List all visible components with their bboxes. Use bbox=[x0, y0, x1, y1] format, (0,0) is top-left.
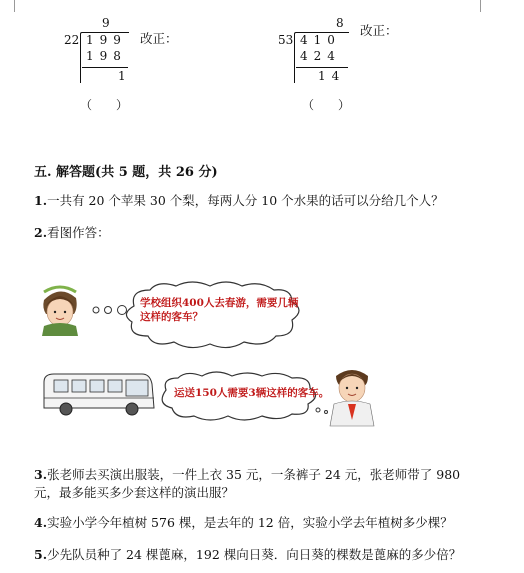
page-corner-mark-right bbox=[480, 0, 491, 12]
question-text: 看图作答： bbox=[47, 225, 110, 240]
girl-figure bbox=[42, 287, 78, 336]
bubble-1-line-1: 学校组织400人去春游，需要几辆 bbox=[140, 297, 299, 309]
divisor: 53 bbox=[278, 33, 294, 47]
subtraction-line bbox=[296, 67, 348, 68]
question-number: 4. bbox=[34, 515, 48, 530]
bubble-1-text bbox=[140, 296, 298, 324]
question-1 bbox=[34, 192, 444, 210]
divisor: 22 bbox=[64, 33, 80, 47]
boy-figure bbox=[330, 370, 374, 426]
subtraction-line bbox=[82, 67, 128, 68]
question-text: 一共有 20 个苹果 30 个梨，每两人分 10 个水果的话可以分给几个人？ bbox=[47, 193, 444, 208]
section-title: 五. 解答题(共 5 题，共 26 分) bbox=[34, 165, 218, 180]
page-corner-mark-left bbox=[4, 0, 15, 12]
thought-dot bbox=[325, 411, 328, 414]
product: 198 bbox=[86, 49, 127, 63]
answer-blank[interactable]: （ ） bbox=[80, 98, 129, 112]
long-division-1 bbox=[60, 16, 200, 116]
quotient: 8 bbox=[336, 16, 344, 30]
product: 424 bbox=[300, 49, 341, 63]
remainder: 1 bbox=[118, 69, 126, 83]
quotient: 9 bbox=[102, 16, 110, 30]
bus-figure bbox=[44, 374, 154, 415]
question-text-line-2: 元，最多能买多少套这样的演出服？ bbox=[34, 485, 235, 500]
question-2 bbox=[34, 224, 110, 242]
question-number: 5. bbox=[34, 547, 48, 562]
correction-label: 改正： bbox=[140, 31, 178, 46]
question-number: 1. bbox=[34, 193, 48, 208]
thought-dot bbox=[316, 408, 320, 412]
question-text: 实验小学今年植树 576 棵，是去年的 12 倍，实验小学去年植树多少棵？ bbox=[47, 515, 453, 530]
question-5 bbox=[34, 546, 461, 564]
question-number: 2. bbox=[34, 225, 48, 240]
question-4 bbox=[34, 514, 453, 532]
bubble-2-text: 运送150人需要3辆这样的客车。 bbox=[174, 387, 330, 399]
question-3 bbox=[34, 466, 460, 502]
long-division-2 bbox=[276, 16, 426, 116]
thought-dot bbox=[118, 306, 127, 315]
question-text-line-1: 张老师去买演出服装，一件上衣 35 元，一条裤子 24 元，张老师带了 980 bbox=[47, 467, 461, 482]
answer-blank[interactable]: （ ） bbox=[302, 98, 351, 112]
correction-label: 改正： bbox=[360, 23, 398, 38]
dividend: 410 bbox=[300, 33, 341, 47]
thought-dot bbox=[93, 307, 99, 313]
dividend: 199 bbox=[86, 33, 127, 47]
bubble-1-line-2: 这样的客车？ bbox=[140, 311, 203, 323]
thought-dot bbox=[105, 307, 112, 314]
question-number: 3. bbox=[34, 467, 48, 482]
question-text: 少先队员种了 24 棵蓖麻，192 棵向日葵．向日葵的棵数是蓖麻的多少倍？ bbox=[47, 547, 462, 562]
remainder: 14 bbox=[318, 69, 346, 83]
